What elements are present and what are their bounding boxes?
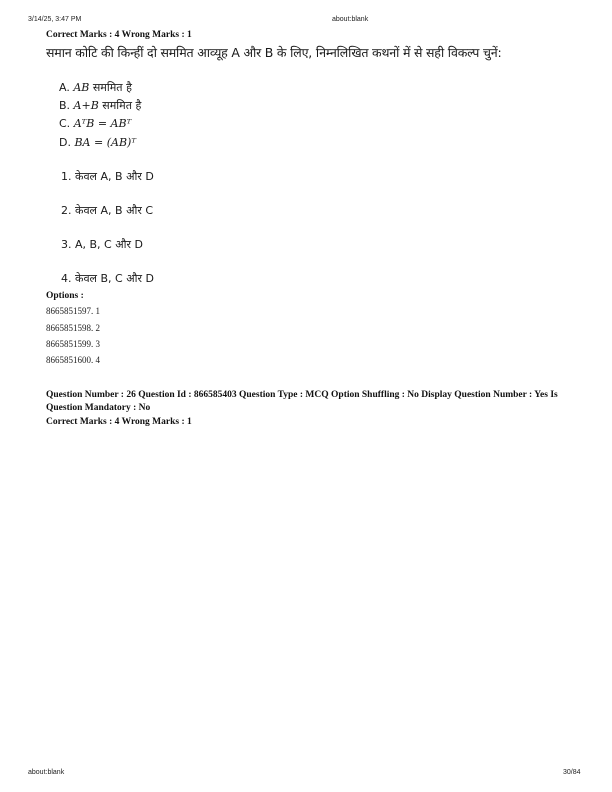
q26-marks: Correct Marks : 4 Wrong Marks : 1 <box>46 417 192 427</box>
statement-b-label: B. <box>59 99 71 112</box>
statement-c-label: C. <box>59 117 71 130</box>
choice-1: 1. केवल A, B और D <box>61 170 154 183</box>
print-datetime: 3/14/25, 3:47 PM <box>28 16 82 23</box>
statement-b-suffix: सममित है <box>98 99 142 112</box>
options-label: Options : <box>46 291 84 301</box>
statement-a-label: A. <box>59 81 70 94</box>
statement-a-suffix: सममित है <box>89 81 132 94</box>
option-id-2: 8665851598. 2 <box>46 323 100 333</box>
choice-4: 4. केवल B, C और D <box>61 272 154 285</box>
option-id-3: 8665851599. 3 <box>46 339 100 349</box>
statement-d-expr: BA = (AB)ᵀ <box>74 136 136 149</box>
statement-d <box>59 136 136 149</box>
option-id-4: 8665851600. 4 <box>46 355 100 365</box>
q25-marks: Correct Marks : 4 Wrong Marks : 1 <box>46 30 192 40</box>
page-number: 30/84 <box>563 769 581 776</box>
print-url: about:blank <box>332 16 369 23</box>
statement-b <box>59 98 141 113</box>
statement-a <box>59 80 132 95</box>
option-id-1: 8665851597. 1 <box>46 306 100 316</box>
statement-a-expr: AB <box>73 81 90 94</box>
q25-question-text: समान कोटि की किन्हीं दो सममित आव्यूह A और B के लिए, निम्नलिखित कथनों में से सही विकल्प चुनें: <box>46 45 502 60</box>
choice-2: 2. केवल A, B और C <box>61 204 154 217</box>
q26-info: Question Number : 26 Question Id : 866585403 Question Type : MCQ Option Shuffling : No Display Question Number : Yes Is Question Mandatory : No <box>46 390 558 413</box>
footer-url: about:blank <box>28 769 65 776</box>
statement-d-label: D. <box>59 136 71 149</box>
statement-b-expr: A+B <box>73 99 99 112</box>
statement-c <box>59 117 131 130</box>
statement-c-expr: AᵀB = ABᵀ <box>73 117 132 130</box>
choice-3: 3. A, B, C और D <box>61 238 143 251</box>
